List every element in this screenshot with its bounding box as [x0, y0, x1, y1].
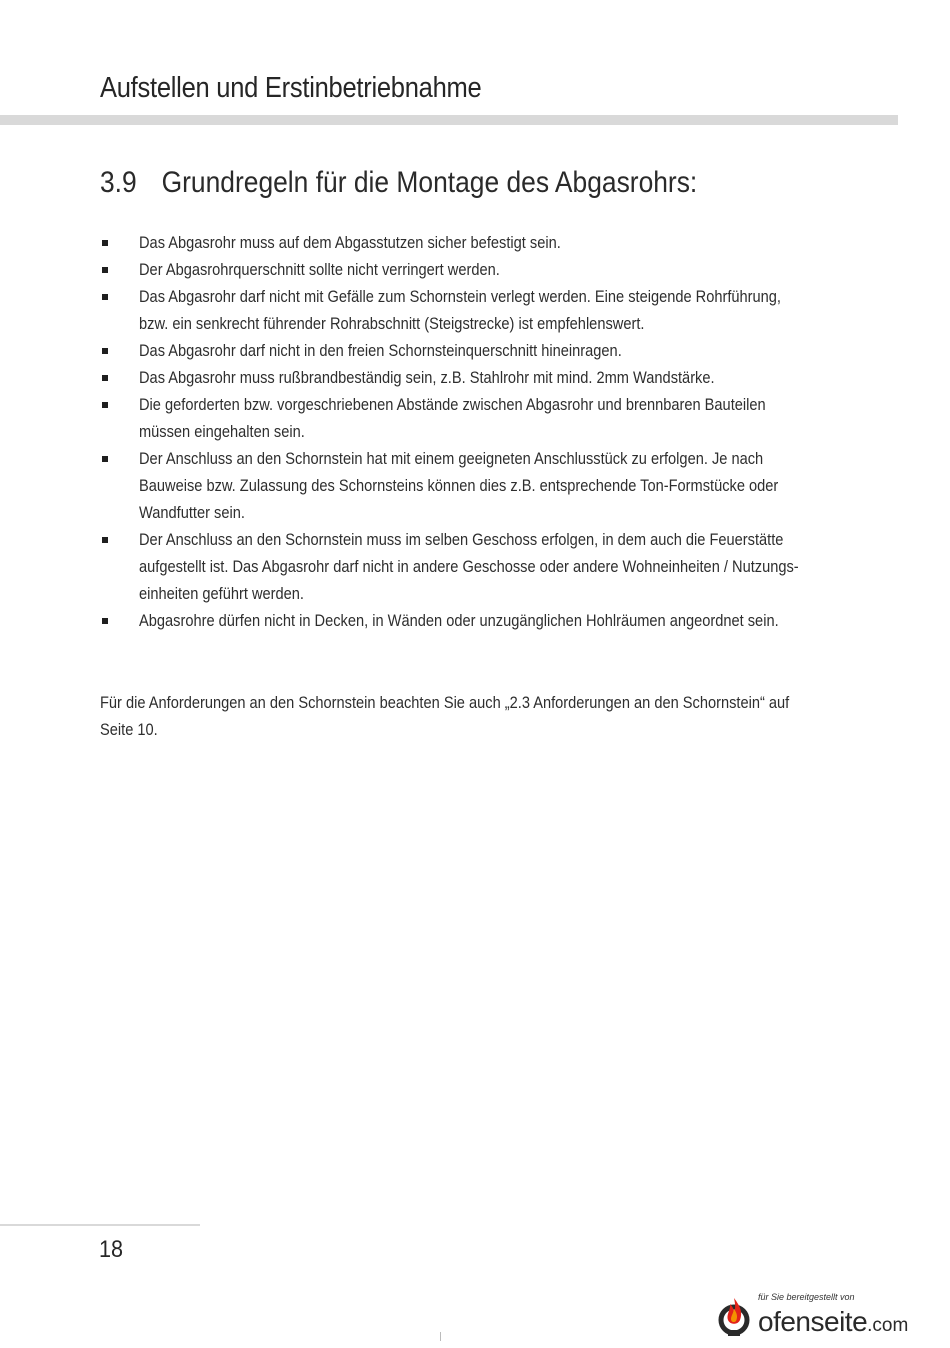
brand-tagline: für Sie bereitgestellt von	[758, 1292, 855, 1302]
section-heading	[100, 166, 697, 200]
rule-item	[100, 445, 900, 526]
rule-text-line: aufgestellt ist. Das Abgasrohr darf nicht in andere Geschosse oder andere Wohneinheiten / Nutzungs-	[139, 557, 799, 576]
bullet-icon	[102, 618, 108, 624]
bullet-icon	[102, 537, 108, 543]
print-mark	[440, 1332, 441, 1341]
rule-item	[100, 283, 900, 337]
rule-text-line: Der Anschluss an den Schornstein hat mit einem geeigneten Anschlusstück zu erfolgen. Je nach	[139, 449, 764, 468]
rule-text-line: bzw. ein senkrecht führender Rohrabschnitt (Steigstrecke) ist empfehlenswert.	[139, 314, 645, 333]
footer-divider	[0, 1224, 200, 1226]
rules-list	[100, 229, 900, 634]
rule-item	[100, 337, 900, 364]
rule-text-line: Der Abgasrohrquerschnitt sollte nicht verringert werden.	[139, 260, 500, 279]
rule-text-line: Wandfutter sein.	[139, 503, 245, 522]
rule-text-line: müssen eingehalten sein.	[139, 422, 305, 441]
brand-name-text: ofenseite	[758, 1306, 868, 1337]
bullet-icon	[102, 267, 108, 273]
bullet-icon	[102, 375, 108, 381]
bullet-icon	[102, 402, 108, 408]
brand-name	[758, 1306, 908, 1342]
section-number: 3.9	[100, 166, 137, 199]
rule-text-line: Der Anschluss an den Schornstein muss im selben Geschoss erfolgen, in dem auch die Feuerstätte	[139, 530, 784, 549]
rule-text-line: Das Abgasrohr darf nicht in den freien Schornsteinquerschnitt hineinragen.	[139, 341, 622, 360]
flame-logo-icon	[718, 1294, 752, 1338]
note-text-line: Für die Anforderungen an den Schornstein beachten Sie auch „2.3 Anforderungen an den Schornstein“ auf	[100, 693, 790, 712]
rule-item	[100, 256, 900, 283]
rule-text-line: Abgasrohre dürfen nicht in Decken, in Wänden oder unzugänglichen Hohlräumen angeordnet sein.	[139, 611, 779, 630]
bullet-icon	[102, 294, 108, 300]
reference-note	[100, 689, 900, 743]
rule-item	[100, 607, 900, 634]
rule-text-line: Bauweise bzw. Zulassung des Schornsteins können dies z.B. entsprechende Ton-Formstücke oder	[139, 476, 779, 495]
rule-text-line: Das Abgasrohr muss rußbrandbeständig sein, z.B. Stahlrohr mit mind. 2mm Wandstärke.	[139, 368, 715, 387]
rule-text-line: Die geforderten bzw. vorgeschriebenen Abstände zwischen Abgasrohr und brennbaren Bauteilen	[139, 395, 766, 414]
brand-tld: .com	[867, 1315, 909, 1336]
brand-logo[interactable]	[718, 1292, 946, 1342]
bullet-icon	[102, 240, 108, 246]
rule-item	[100, 229, 900, 256]
page-number: 18	[99, 1236, 124, 1263]
rule-text-line: Das Abgasrohr darf nicht mit Gefälle zum Schornstein verlegt werden. Eine steigende Rohrführung,	[139, 287, 782, 306]
rule-item	[100, 364, 900, 391]
rule-item	[100, 526, 900, 607]
header-divider	[0, 115, 898, 125]
note-text-line: Seite 10.	[100, 720, 158, 739]
chapter-title: Aufstellen und Erstinbetriebnahme	[100, 72, 482, 104]
rule-text-line: einheiten geführt werden.	[139, 584, 304, 603]
section-title: Grundregeln für die Montage des Abgasrohrs:	[161, 166, 698, 199]
rule-text-line: Das Abgasrohr muss auf dem Abgasstutzen sicher befestigt sein.	[139, 233, 561, 252]
rule-item	[100, 391, 900, 445]
bullet-icon	[102, 348, 108, 354]
bullet-icon	[102, 456, 108, 462]
